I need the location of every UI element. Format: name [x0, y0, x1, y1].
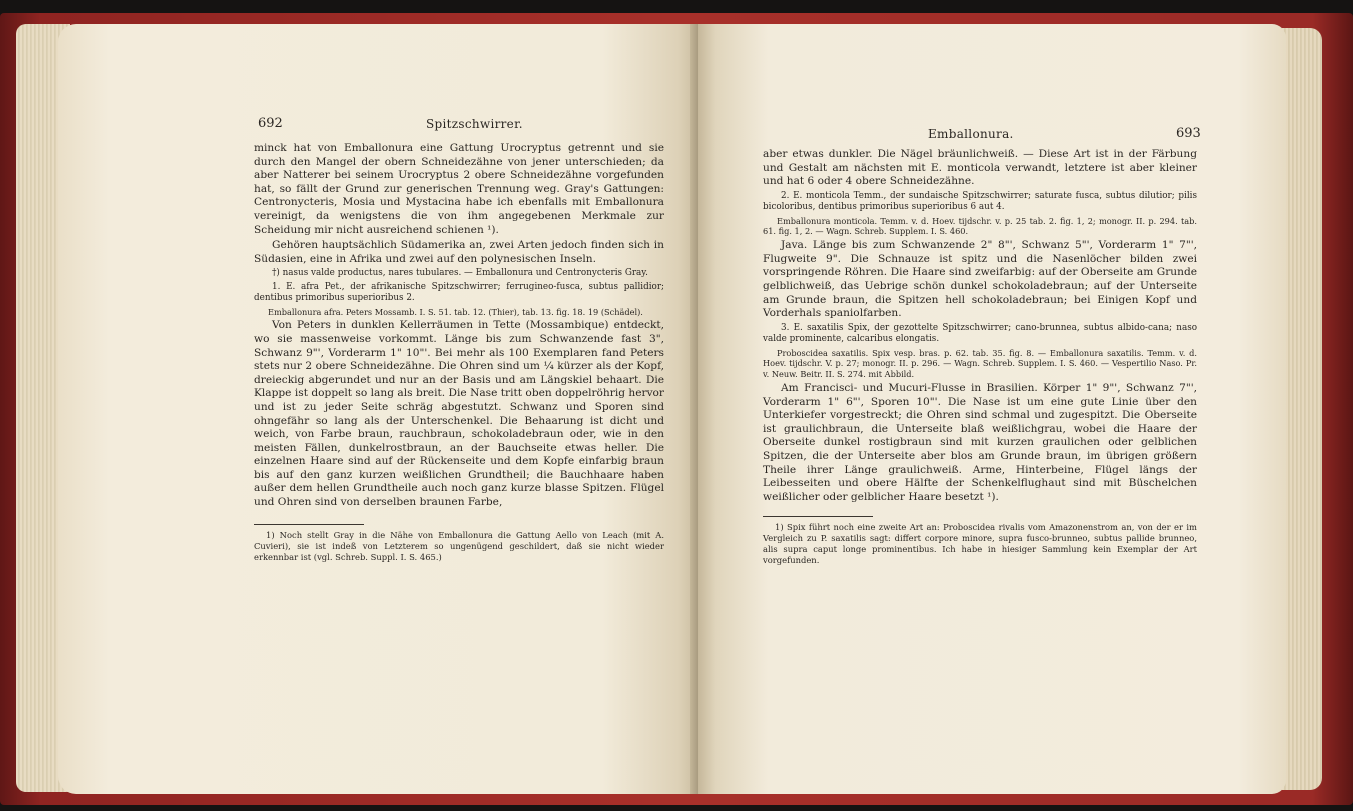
species-description: Von Peters in dunklen Kellerräumen in Tette (Mossambique) entdeckt, wo sie massenweise vorkommt. Länge bis zum Schwanzende fast 3", Schwanz 9"', Vorderarm 1" 10"'. Bei mehr als 100 Exemplaren fand Peters stets nur 2 obere Schneidezähne. Die Ohren sind um ¼ kürzer als der Kopf, dreieckig abgerundet und nur an der Basis und am Längskiel behaart. Die Klappe ist doppelt so lang als breit. Die Nase tritt oben doppelröhrig hervor und ist zu jeder Seite schräg abgestutzt. Schwanz und Sporen sind ohngefähr so lang als der Unterschenkel. Die Behaarung ist dicht und weich, von Farbe braun, rauchbraun, schokoladebraun oder, wie in den meisten Fällen, dunkelrostbraun, an der Bauchseite etwas heller. Die einzelnen Haare sind auf der Rückenseite und dem Kopfe einfarbig braun bis auf den ganz kurzen weißlichen Grundtheil; die Bauchhaare haben außer dem hellen Grundtheile auch noch ganz kurze blasse Spitzen. Flügel und Ohren sind von derselben braunen Farbe,: [254, 319, 664, 509]
species-synonymy: Emballonura monticola. Temm. v. d. Hoev. tijdschr. v. p. 25 tab. 2. fig. 1, 2; monogr. II. p. 294. tab. 61. fig. 1, 2. — Wagn. Schreb. Supplem. I. S. 460.: [763, 215, 1197, 237]
footnote-rule: [763, 516, 873, 517]
page-number: 692: [258, 116, 283, 131]
paragraph: aber etwas dunkler. Die Nägel bräunlichweiß. — Diese Art ist in der Färbung und Gestalt am nächsten mit E. monticola verwandt, letztere ist aber kleiner und hat 6 oder 4 obere Schneidezähne.: [763, 148, 1197, 188]
text-column: [254, 142, 664, 565]
page-edges-right: [1282, 28, 1322, 790]
page-number: 693: [1176, 126, 1201, 141]
footnote: 1) Noch stellt Gray in die Nähe von Emballonura die Gattung Aello von Leach (mit A. Cuvieri), sie ist indeß von Letzterem so ungenügend geschildert, daß sie nicht wieder erkennbar ist (vgl. Schreb. Suppl. I. S. 465.): [254, 529, 664, 562]
species-diagnosis: 1. E. afra Pet., der afrikanische Spitzschwirrer; ferrugineo-fusca, subtus pallidior; dentibus primoribus superioribus 2.: [254, 281, 664, 304]
right-page: [698, 24, 1286, 794]
running-header: Emballonura.: [928, 127, 1014, 141]
text-column: [763, 148, 1197, 568]
species-diagnosis: 2. E. monticola Temm., der sundaische Spitzschwirrer; saturate fusca, subtus dilutior; pilis bicoloribus, dentibus primoribus superioribus 6 aut 4.: [763, 190, 1197, 213]
left-page: [58, 24, 698, 794]
species-description: Am Francisci- und Mucuri-Flusse in Brasilien. Körper 1" 9"', Schwanz 7"', Vorderarm 1" 6"', Sporen 10"'. Die Nase ist um eine gute Linie über den Unterkiefer vorgestreckt; die Ohren sind schmal und zugespitzt. Die Oberseite ist graulichbraun, die Unterseite blaß weißlichgrau, wobei die Haare der Oberseite dunkel rostigbraun sind mit kurzen graulichen oder gelblichen Spitzen, die der Unterseite aber blos am Grunde braun, im übrigen größern Theile ihrer Länge graulichweiß. Arme, Hinterbeine, Flügel längs der Leibesseiten und obere Hälfte der Schenkelflughaut sind mit Büschelchen weißlicher oder gelblicher Haare besetzt ¹).: [763, 381, 1197, 503]
species-synonymy: Proboscidea saxatilis. Spix vesp. bras. p. 62. tab. 35. fig. 8. — Emballonura saxatilis. Temm. v. d. Hoev. tijdschr. V. p. 27; monogr. II. p. 296. — Wagn. Schreb. Supplem. I. S. 460. — Vespertilio Naso. Pr. v. Neuw. Beitr. II. S. 274. mit Abbild.: [763, 347, 1197, 380]
section-diagnosis: †) nasus valde productus, nares tubulares. — Emballonura und Centronycteris Gray.: [272, 268, 648, 279]
species-description: Java. Länge bis zum Schwanzende 2" 8"', Schwanz 5"', Vorderarm 1" 7"', Flugweite 9". Die Schnauze ist spitz und die Nasenlöcher bilden zwei vorspringende Röhren. Die Haare sind zweifarbig: auf der Oberseite am Grunde gelblichweiß, das Uebrige schön dunkel schokoladebraun; auf der Unterseite am Grunde braun, die Spitzen hell schokoladebraun; bei Einigen Kopf und Vorderhals spaniolfarben.: [763, 239, 1197, 320]
running-header: Spitzschwirrer.: [426, 117, 523, 131]
paragraph: minck hat von Emballonura eine Gattung Urocryptus getrennt und sie durch den Mangel der obern Schneidezähne von jener unterschieden; da aber Natterer bei seinem Urocryptus 2 obere Schneidezähne vorgefunden hat, so fällt der Grund zur generischen Trennung weg. Gray's Gattungen: Centronycteris, Mosia und Mystacina habe ich ebenfalls mit Emballonura vereinigt, da wenigstens die von ihm angegebenen Merkmale zur Scheidung mir nicht ausreichend schienen ¹).: [254, 142, 664, 236]
species-diagnosis: 3. E. saxatilis Spix, der gezottelte Spitzschwirrer; cano-brunnea, subtus albido-cana; naso valde prominente, calcaribus elongatis.: [763, 322, 1197, 345]
species-synonymy: Emballonura afra. Peters Mossamb. I. S. 51. tab. 12. (Thier), tab. 13. fig. 18. 19 (Schädel).: [268, 306, 643, 317]
footnote-rule: [254, 524, 364, 525]
footnote: 1) Spix führt noch eine zweite Art an: Proboscidea rivalis vom Amazonenstrom an, von der er im Vergleich zu P. saxatilis sagt: differt corpore minore, supra fusco-brunneo, subtus pallide brunneo, alis supra caput longe prominentibus. Ich habe in hiesiger Sammlung kein Exemplar der Art vorgefunden.: [763, 522, 1197, 566]
paragraph: Gehören hauptsächlich Südamerika an, zwei Arten jedoch finden sich in Südasien, eine in Afrika und zwei auf den polynesischen Inseln.: [254, 239, 664, 265]
